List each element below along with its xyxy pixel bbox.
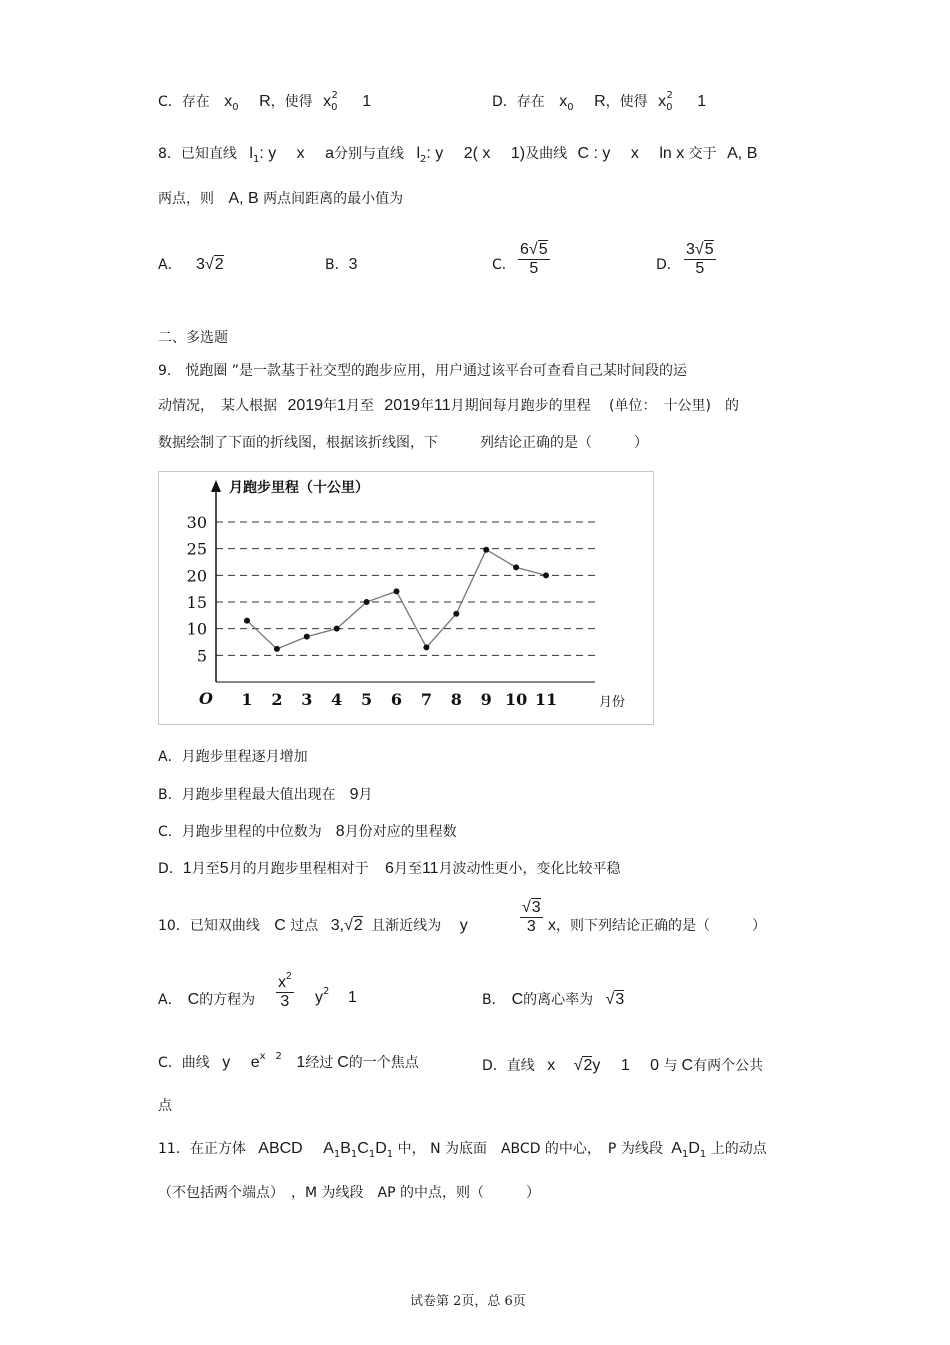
q11-stem-line2: （不包括两个端点） ，M 为线段 AP 的中点，则（ ） — [158, 1185, 540, 1201]
q10-option-c: C．曲线 y $e^{x 2}$ 1经过 C的一个焦点 — [158, 1051, 419, 1071]
q8-option-b: B．3 — [325, 256, 358, 273]
q10-option-a-rest: $y^2$ 1 — [315, 986, 357, 1006]
x-tick-label: 1 — [241, 690, 253, 709]
x-tick-label: 8 — [450, 690, 462, 709]
q9-stem-line3: 数据绘制了下面的折线图，根据该折线图，下 列结论正确的是（ ） — [158, 435, 648, 451]
y-tick-label: 5 — [196, 646, 207, 666]
x-tick-label: 5 — [361, 690, 373, 709]
page-footer: 试卷第 2页，总 6页 — [410, 1294, 526, 1309]
data-point — [423, 644, 429, 650]
q9-option-a: A．月跑步里程逐月增加 — [158, 749, 308, 765]
x-tick-label: 11 — [534, 690, 558, 709]
data-point — [304, 634, 310, 640]
q7-option-d: D．存在 $x_0$ R，使得 $x_0^2$ 1 — [492, 90, 707, 113]
chart-origin-label: O — [199, 689, 213, 708]
y-tick-label: 20 — [186, 566, 207, 586]
running-distance-chart — [158, 471, 654, 725]
q8-stem-line1: 8．已知直线 $l_1$: y x a分别与直线 $l_2$: y 2( x 1)及曲线 C : y x ln x 交于 A, B — [158, 145, 758, 165]
series-line — [247, 550, 546, 649]
data-point — [244, 618, 250, 624]
q8-stem-line2: 两点，则 A, B 两点间距离的最小值为 — [158, 190, 404, 207]
section-multiple-choice-heading: 二、多选题 — [158, 330, 228, 346]
x-tick-label: 3 — [301, 690, 313, 709]
q9-stem-line1: 9. 悦跑圈 ”是一款基于社交型的跑步应用，用户通过该平台可查看自己某时间段的运 — [158, 363, 688, 379]
data-point — [364, 599, 370, 605]
chart-x-label: 月份 — [599, 695, 626, 710]
q8-option-c-fraction: $\frac{6√5}{5}$ — [520, 241, 548, 277]
data-point — [513, 564, 519, 570]
data-point — [453, 611, 459, 617]
q10-option-b: B． C的离心率为 √3 — [482, 991, 625, 1008]
q9-option-b: B．月跑步里程最大值出现在 9月 — [158, 786, 373, 803]
y-tick-label: 25 — [186, 539, 207, 559]
y-tick-label: 30 — [186, 513, 207, 532]
q10-option-a-fraction: $\frac{x^2}{3}$ — [278, 971, 292, 1010]
x-tick-label: 10 — [504, 690, 528, 709]
y-tick-label: 15 — [186, 593, 207, 612]
q10-asymptote-fraction: $\frac{√3}{3}$ — [522, 899, 541, 935]
q8-option-d-label: D． — [656, 257, 681, 273]
q10-option-d: D．直线 x √2y 1 0 与 C有两个公共 — [482, 1057, 764, 1074]
q7-option-c: C．存在 $x_0$ R，使得 $x_0^2$ 1 — [158, 90, 372, 113]
q9-stem-line2: 动情况， 某人根据 2019年1月至 2019年11月期间每月跑步的里程 (单位： 十公里) 的 — [158, 397, 739, 414]
x-tick-label: 7 — [420, 690, 432, 709]
q9-option-c: C．月跑步里程的中位数为 8月份对应的里程数 — [158, 823, 457, 840]
data-point — [483, 547, 489, 553]
data-point — [334, 626, 340, 632]
q8-option-c-label: C． — [492, 257, 516, 273]
q9-option-d: D．1月至5月的月跑步里程相对于 6月至11月波动性更小，变化比较平稳 — [158, 860, 621, 877]
chart-title: 月跑步里程（十公里） — [229, 480, 369, 496]
x-tick-label: 9 — [480, 690, 492, 709]
x-tick-label: 6 — [390, 690, 403, 709]
y-tick-label: 10 — [186, 619, 207, 639]
data-point — [274, 646, 280, 652]
q8-option-d-fraction: $\frac{3√5}{5}$ — [686, 241, 714, 277]
y-axis-arrow — [211, 480, 221, 492]
chart-svg — [159, 472, 653, 724]
q10-option-a: A． C的方程为 — [158, 991, 256, 1008]
x-tick-label: 2 — [271, 690, 283, 709]
q11-stem-line1: 11．在正方体 ABCD $A_1B_1C_1D_1$ 中， N 为底面 ABCD 的中心， P 为线段 $A_1D_1$ 上的动点 — [158, 1140, 767, 1160]
data-point — [543, 572, 549, 578]
x-tick-label: 4 — [331, 690, 343, 709]
q10-stem: 10．已知双曲线 C 过点 3,√2 且渐近线为 y — [158, 917, 468, 934]
data-point — [394, 588, 400, 594]
q10-option-d-wrap: 点 — [158, 1098, 172, 1114]
q8-option-a: A． 3√2 — [158, 256, 224, 273]
q10-stem-end: x，则下列结论正确的是（ ） — [548, 917, 766, 934]
